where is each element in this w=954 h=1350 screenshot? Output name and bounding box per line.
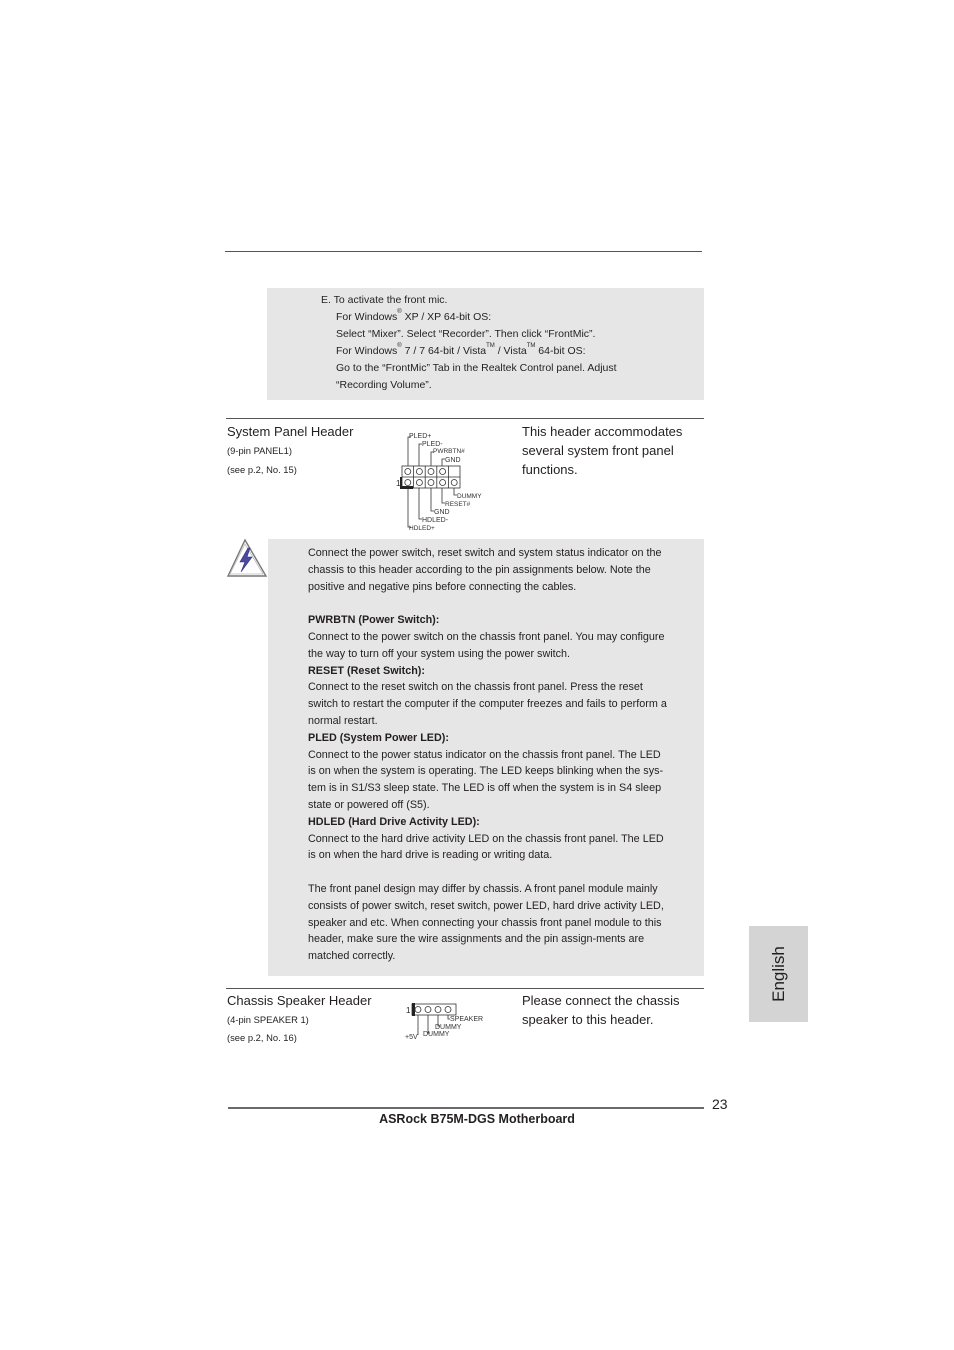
frontmic-text xyxy=(321,292,701,394)
side-tab-english xyxy=(749,926,808,1022)
svg-text:GND: GND xyxy=(445,457,461,464)
speaker-desc: Please connect the chassis speaker to this header. xyxy=(522,993,680,1027)
notice-text: Connect the power switch, reset switch and system status indicator on the chassis to this header according to the pin assignments below. Note the positive and negative pins before connecting the cables. PWRBTN (Power Switch): Connect to the power switch on the chassis front panel. You may configure the way to turn off your system using the power switch. RESET (Reset Switch): Connect to the reset switch on the chassis front panel. Press the reset switch to restart the computer if the computer freezes and fails to perform a normal restart. PLED (System Power LED): Connect to the power status indicator on the chassis front panel. The LED is on when the system is operating. The LED keeps blinking when the sys- tem is in S1/S3 sleep state. The LED is off when the system is in S4 sleep state or powered off (S5). HDLED (Hard Drive Activity LED): Connect to the hard drive activity LED on the chassis front panel. The LED is on when the hard drive is reading or writing data. The front panel design may differ by chassis. A front panel module mainly consists of power switch, reset switch, power LED, hard drive activity LED, speaker and etc. When connecting your chassis front panel module to this header, make sure the wire assignments and the pin assign-ments are matched correctly. xyxy=(308,545,693,965)
svg-text:+5V: +5V xyxy=(405,1034,418,1041)
svg-text:RESET#: RESET# xyxy=(445,501,471,508)
hdled-heading: HDLED (Hard Drive Activity LED): xyxy=(308,815,480,828)
frontmic-w7-steps-2: “Recording Volume”. xyxy=(336,379,432,391)
speaker-see: (see p.2, No. 16) xyxy=(227,1032,297,1043)
speaker-rule xyxy=(226,988,704,989)
svg-text:PLED+: PLED+ xyxy=(409,433,432,440)
svg-text:GND: GND xyxy=(434,509,450,516)
panel-header-diagram xyxy=(395,428,490,532)
frontmic-w7-steps-1: Go to the “FrontMic” Tab in the Realtek Control panel. Adjust xyxy=(336,362,617,374)
svg-text:1: 1 xyxy=(406,1006,411,1015)
pled-heading: PLED (System Power LED): xyxy=(308,731,449,744)
top-rule xyxy=(225,251,702,252)
system-panel-rule xyxy=(226,418,704,419)
pwrbtn-heading: PWRBTN (Power Switch): xyxy=(308,614,440,627)
svg-text:HDLED+: HDLED+ xyxy=(409,525,435,532)
warning-triangle-icon xyxy=(226,538,268,578)
footer-product: ASRock B75M-DGS Motherboard xyxy=(379,1112,575,1126)
system-panel-desc: This header accommodates several system front panel functions. xyxy=(522,424,683,477)
svg-text:DUMMY: DUMMY xyxy=(457,493,482,500)
speaker-pins: (4-pin SPEAKER 1) xyxy=(227,1014,309,1025)
frontmic-w7-line: For Windows® 7 / 7 64-bit / Vista™ / Vista™ 64-bit OS: xyxy=(336,343,586,357)
frontmic-intro: E. To activate the front mic. xyxy=(321,294,448,306)
svg-text:DUMMY: DUMMY xyxy=(435,1024,462,1031)
frontmic-xp-line: For Windows® XP / XP 64-bit OS: xyxy=(336,309,492,323)
svg-text:PWRBTN#: PWRBTN# xyxy=(433,448,465,455)
system-panel-pins: (9-pin PANEL1) xyxy=(227,445,292,456)
svg-text:HDLED-: HDLED- xyxy=(422,517,449,524)
svg-text:SPEAKER: SPEAKER xyxy=(450,1016,484,1023)
speaker-title: Chassis Speaker Header xyxy=(227,993,372,1008)
svg-text:1: 1 xyxy=(396,479,401,488)
speaker-header-diagram xyxy=(402,1000,494,1042)
system-panel-see: (see p.2, No. 15) xyxy=(227,464,297,475)
side-tab-label: English xyxy=(768,946,788,1002)
frontmic-xp-steps: Select “Mixer”. Select “Recorder”. Then click “FrontMic”. xyxy=(336,328,596,340)
footer-rule xyxy=(228,1107,704,1109)
svg-text:PLED-: PLED- xyxy=(422,441,443,448)
svg-text:DUMMY: DUMMY xyxy=(423,1031,450,1038)
page-number: 23 xyxy=(712,1096,728,1112)
system-panel-title: System Panel Header xyxy=(227,424,354,439)
reset-heading: RESET (Reset Switch): xyxy=(308,664,425,677)
